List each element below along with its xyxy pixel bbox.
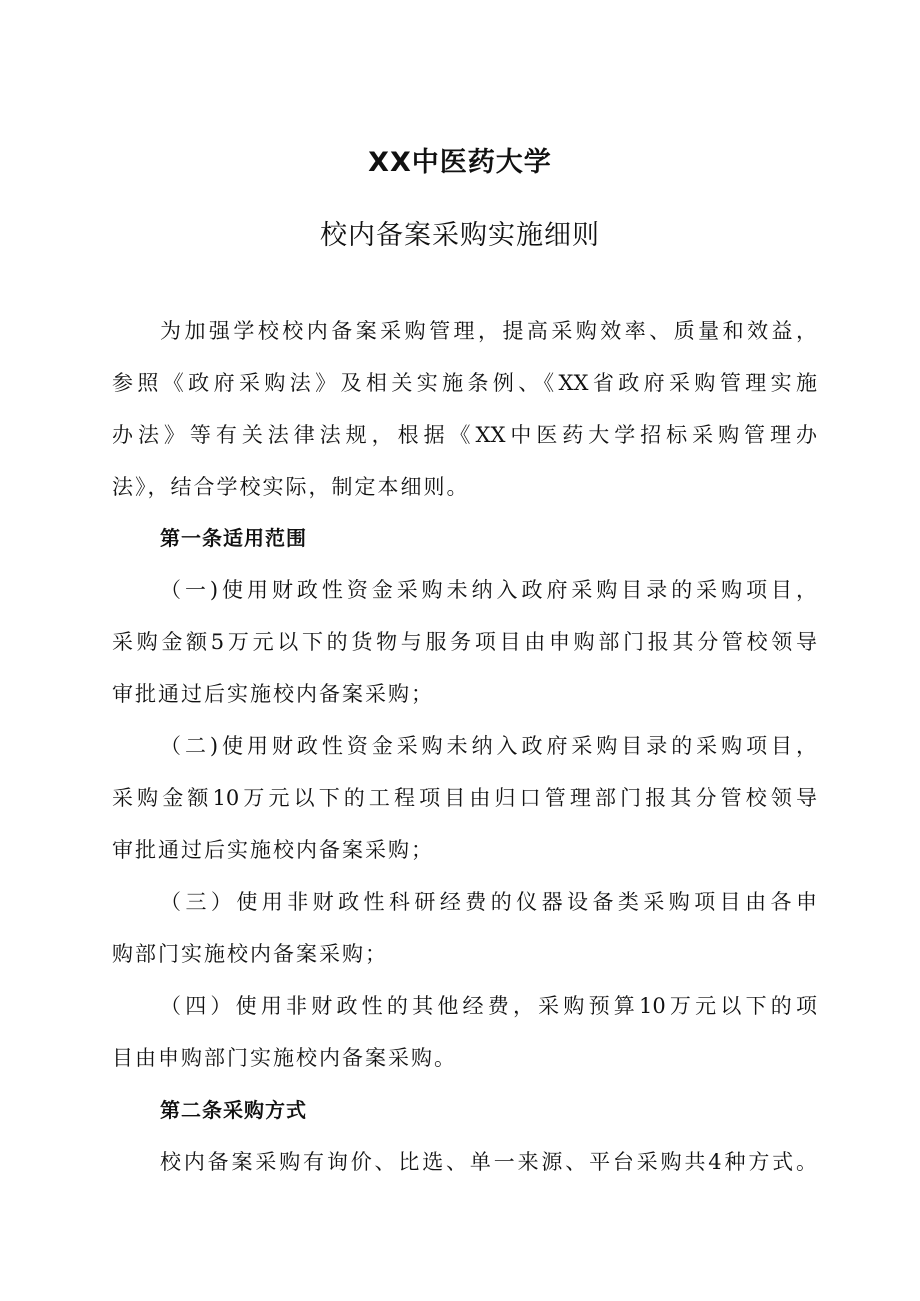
article2-body-line: 校内备案采购有询价、比选、单一来源、平台采购共4种方式。 (160, 1150, 817, 1174)
article1-item3-line: 购部门实施校内备案采购； (112, 942, 388, 966)
article1-item2-line: （二)使用财政性资金采购未纳入政府采购目录的采购项目， (160, 734, 817, 758)
article1-heading: 第一条适用范围 (160, 526, 307, 550)
preamble-line: 法》，结合学校实际，制定本细则。 (112, 475, 470, 499)
preamble-line: 参照《政府采购法》及相关实施条例、《XX省政府采购管理实施 (112, 371, 817, 395)
article1-item2-line: 采购金额10万元以下的工程项目由归口管理部门报其分管校领导 (112, 786, 817, 810)
document-subtitle: 校内备案采购实施细则 (320, 220, 600, 251)
article2-heading: 第二条采购方式 (160, 1098, 307, 1122)
article1-item2-line: 审批通过后实施校内备案采购； (112, 838, 434, 862)
preamble-line: 办法》等有关法律法规，根据《XX中医药大学招标采购管理办 (112, 423, 817, 447)
article1-item4-line: 目由申购部门实施校内备案采购。 (112, 1046, 457, 1070)
preamble-line: 为加强学校校内备案采购管理，提高采购效率、质量和效益， (160, 319, 817, 343)
article1-item1-line: （一)使用财政性资金采购未纳入政府采购目录的采购项目， (160, 578, 817, 602)
document-title: XX中医药大学 (368, 147, 552, 178)
article1-item1-line: 采购金额5万元以下的货物与服务项目由申购部门报其分管校领导 (112, 630, 817, 654)
article1-item4-line: （四）使用非财政性的其他经费，采购预算10万元以下的项 (160, 994, 817, 1018)
article1-item3-line: （三）使用非财政性科研经费的仪器设备类采购项目由各申 (160, 890, 817, 914)
article1-item1-line: 审批通过后实施校内备案采购； (112, 682, 434, 706)
